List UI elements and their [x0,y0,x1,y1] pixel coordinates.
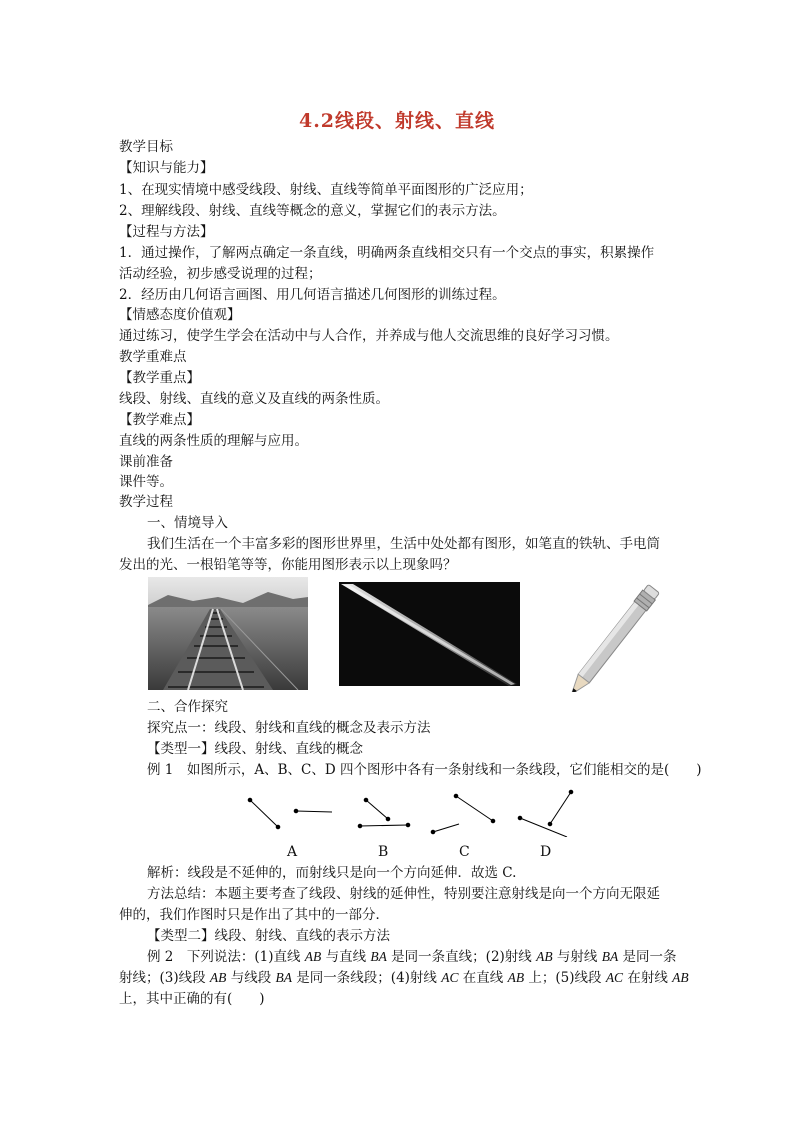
figure-label-b: B [378,844,389,860]
text-line: 发出的光、一根铅笔等等，你能用图形表示以上现象吗？ [119,557,457,573]
subheading-type-one: 【类型一】线段、射线、直线的概念 [147,741,363,757]
text-line: 1、在现实情境中感受线段、射线、直线等简单平面图形的广泛应用； [119,182,533,198]
heading-process: 教学过程 [119,494,173,510]
subheading-attitude: 【情感态度价值观】 [119,307,241,323]
analysis-text: 解析：线段是不延伸的，而射线只是向一个方向延伸．故选 C. [147,865,517,881]
figure-b-segment [360,825,408,826]
text-line: 伸的，我们作图时只是作出了其中的一部分． [119,907,389,923]
text-line: 通过练习，使学生学会在活动中与人合作，并养成与他人交流思维的良好学习习惯。 [119,328,619,344]
text-line: 直线的两条性质的理解与应用。 [119,433,308,449]
figure-label-c: C [459,844,470,860]
figure-d-ray [550,792,571,824]
heading-goals: 教学目标 [119,139,173,155]
heading-preparation: 课前准备 [119,454,173,470]
figure-label-a: A [287,844,298,860]
figure-label-d: D [540,844,552,860]
summary-text: 方法总结：本题主要考查了线段、射线的延伸性，特别要注意射线是向一个方向无限延 [147,886,660,902]
subheading-focus: 【教学重点】 [119,370,200,386]
section-intro: 一、情境导入 [147,515,228,531]
heading-key-points: 教学重难点 [119,349,187,365]
text-line: 1．通过操作，了解两点确定一条直线，明确两条直线相交只有一个交点的事实，积累操作 [119,245,655,261]
subheading-type-two: 【类型二】线段、射线、直线的表示方法 [147,928,390,944]
rays-segments-figure [240,782,580,837]
text-line: 2、理解线段、射线、直线等概念的意义，掌握它们的表示方法。 [119,203,506,219]
figure-b-ray [366,800,388,819]
section-explore: 二、合作探究 [147,699,228,715]
subheading-knowledge: 【知识与能力】 [119,160,214,176]
text-line: 探究点一：线段、射线和直线的概念及表示方法 [147,720,431,736]
subheading-difficulty: 【教学难点】 [119,412,200,428]
page-title: 4.2线段、射线、直线 [298,110,496,132]
example-two-line-2: 射线；(3)线段 AB 与线段 BA 是同一条线段；(4)射线 AC 在直线 AB 上；(5)线段 AC 在射线 AB [119,970,689,986]
figure-c-segment [456,796,493,821]
text-line: 2．经历由几何语言画图、用几何语言描述几何图形的训练过程。 [119,287,506,303]
text-line: 课件等。 [119,474,173,490]
example-two-line-3: 上，其中正确的有( ) [119,991,265,1007]
figure-a-ray [250,800,278,827]
example-one: 例 1 如图所示，A、B、C、D 四个图形中各有一条射线和一条线段，它们能相交的是( ) [147,762,702,778]
pencil-image [555,580,680,692]
railway-photo [148,577,308,690]
text-line: 我们生活在一个丰富多彩的图形世界里，生活中处处都有图形，如笔直的铁轨、手电筒 [147,536,660,552]
example-two-line-1: 例 2 下列说法：(1)直线 AB 与直线 BA 是同一条直线；(2)射线 AB 与射线 BA 是同一条 [147,949,677,965]
subheading-process: 【过程与方法】 [119,224,214,240]
text-line: 线段、射线、直线的意义及直线的两条性质。 [119,391,389,407]
figure-c-ray [433,824,459,832]
figure-a-segment [296,811,332,812]
text-line: 活动经验，初步感受说理的过程； [119,266,322,282]
figure-d-segment [520,818,567,837]
light-beam-photo [339,582,520,686]
